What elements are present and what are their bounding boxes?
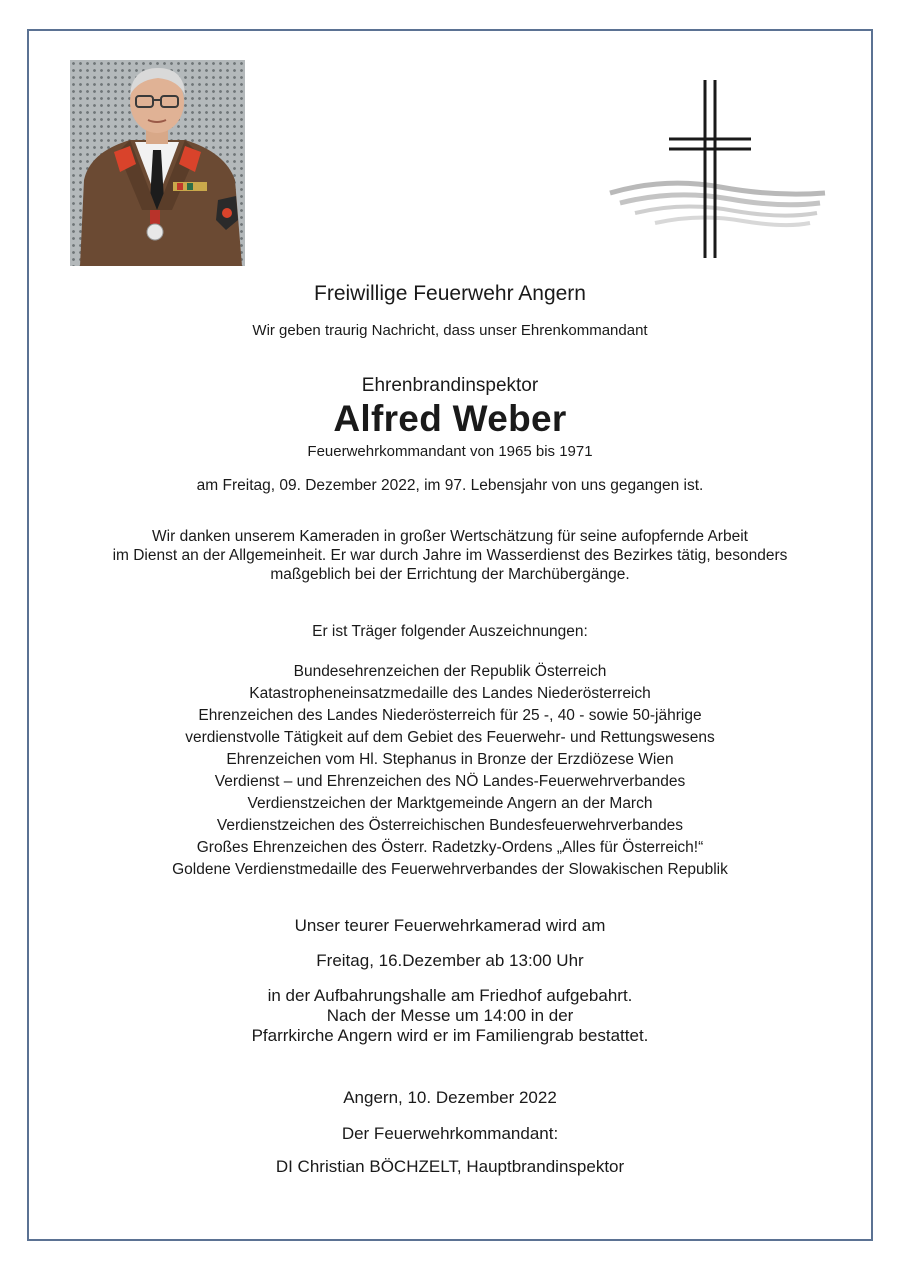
award-item: Ehrenzeichen vom Hl. Stephanus in Bronze der Erzdiözese Wien: [226, 751, 674, 768]
award-item: Goldene Verdienstmedaille des Feuerwehrverbandes der Slowakischen Republik: [172, 861, 728, 878]
thanks-line: maßgeblich bei der Errichtung der Marchübergänge.: [270, 566, 630, 583]
lying-in-state-text: Unser teurer Feuerwehrkamerad wird am: [294, 916, 606, 935]
funeral-line: in der Aufbahrungshalle am Friedhof aufgebahrt.: [267, 986, 633, 1005]
cross-icon: [605, 75, 830, 265]
award-item: Großes Ehrenzeichen des Österr. Radetzky-Ordens „Alles für Österreich!“: [196, 839, 704, 856]
awards-list: [0, 661, 900, 881]
portrait-figure: [70, 60, 245, 266]
funeral-line: Pfarrkirche Angern wird er im Familiengrab bestattet.: [251, 1026, 649, 1045]
award-item: Bundesehrenzeichen der Republik Österreich: [293, 663, 607, 680]
funeral-date: Freitag, 16.Dezember ab 13:00 Uhr: [316, 951, 584, 970]
deceased-name: Alfred Weber: [333, 398, 567, 439]
award-item: Verdienst – und Ehrenzeichen des NÖ Landes-Feuerwehrverbandes: [214, 773, 686, 790]
intro-text: Wir geben traurig Nachricht, dass unser Ehrenkommandant: [252, 322, 648, 339]
award-item: Verdienstzeichen des Österreichischen Bundesfeuerwehrverbandes: [216, 817, 684, 834]
funeral-line: Nach der Messe um 14:00 in der: [326, 1006, 574, 1025]
award-item: Ehrenzeichen des Landes Niederösterreich für 25 -, 40 - sowie 50-jährige: [198, 707, 702, 724]
place-date: Angern, 10. Dezember 2022: [343, 1088, 557, 1107]
thanks-line: Wir danken unserem Kameraden in großer Wertschätzung für seine aufopfernde Arbeit: [152, 528, 748, 545]
deceased-rank: Ehrenbrandinspektor: [361, 375, 539, 396]
funeral-details: [0, 986, 900, 1046]
award-item: Katastropheneinsatzmedaille des Landes Niederösterreich: [249, 685, 651, 702]
deceased-tenure: Feuerwehrkommandant von 1965 bis 1971: [307, 443, 593, 460]
signer-name: DI Christian BÖCHZELT, Hauptbrandinspektor: [275, 1157, 625, 1176]
portrait-photo: [70, 60, 245, 266]
awards-intro: Er ist Träger folgender Auszeichnungen:: [312, 623, 588, 640]
award-item: Verdienstzeichen der Marktgemeinde Angern an der March: [247, 795, 653, 812]
signer-title: Der Feuerwehrkommandant:: [341, 1124, 559, 1143]
thanks-paragraph: [0, 527, 900, 584]
organization-name: Freiwillige Feuerwehr Angern: [314, 282, 586, 305]
thanks-line: im Dienst an der Allgemeinheit. Er war durch Jahre im Wasserdienst des Bezirkes tätig, besonders: [112, 547, 788, 564]
award-item: verdienstvolle Tätigkeit auf dem Gebiet des Feuerwehr- und Rettungswesens: [185, 729, 715, 746]
death-notice: am Freitag, 09. Dezember 2022, im 97. Lebensjahr von uns gegangen ist.: [196, 477, 704, 494]
